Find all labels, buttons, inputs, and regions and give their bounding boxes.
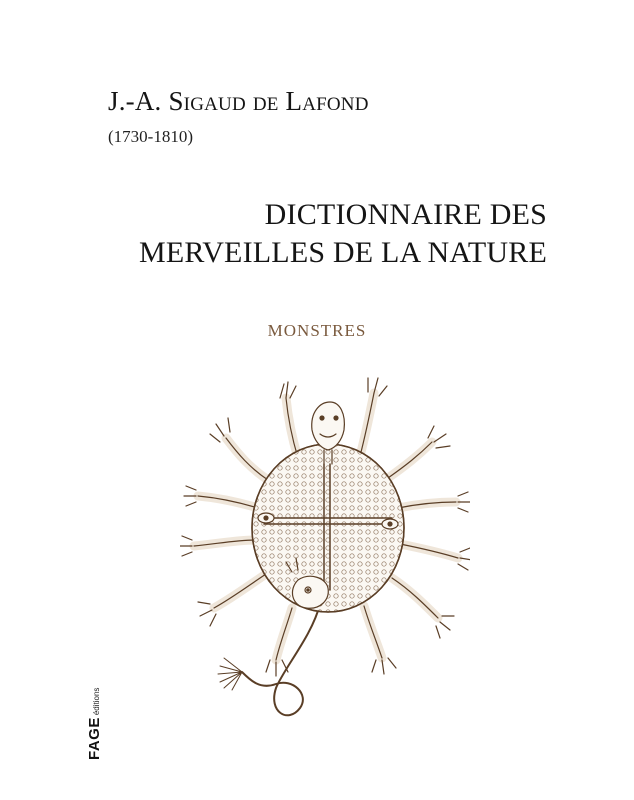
author-name: J.-A. Sigaud de Lafond — [108, 86, 369, 116]
title-line-1: DICTIONNAIRE DES — [264, 198, 547, 231]
publisher-logo — [86, 687, 134, 760]
author-dates: (1730-1810) — [108, 127, 193, 146]
author-block — [108, 88, 369, 147]
book-title — [139, 196, 547, 272]
publisher-name: FAGE — [86, 717, 103, 760]
monster-illustration — [180, 368, 470, 748]
title-line-2: MERVEILLES DE LA NATURE — [138, 236, 547, 269]
subtitle: MONSTRES — [267, 321, 367, 340]
publisher-subtitle: éditions — [92, 687, 101, 716]
